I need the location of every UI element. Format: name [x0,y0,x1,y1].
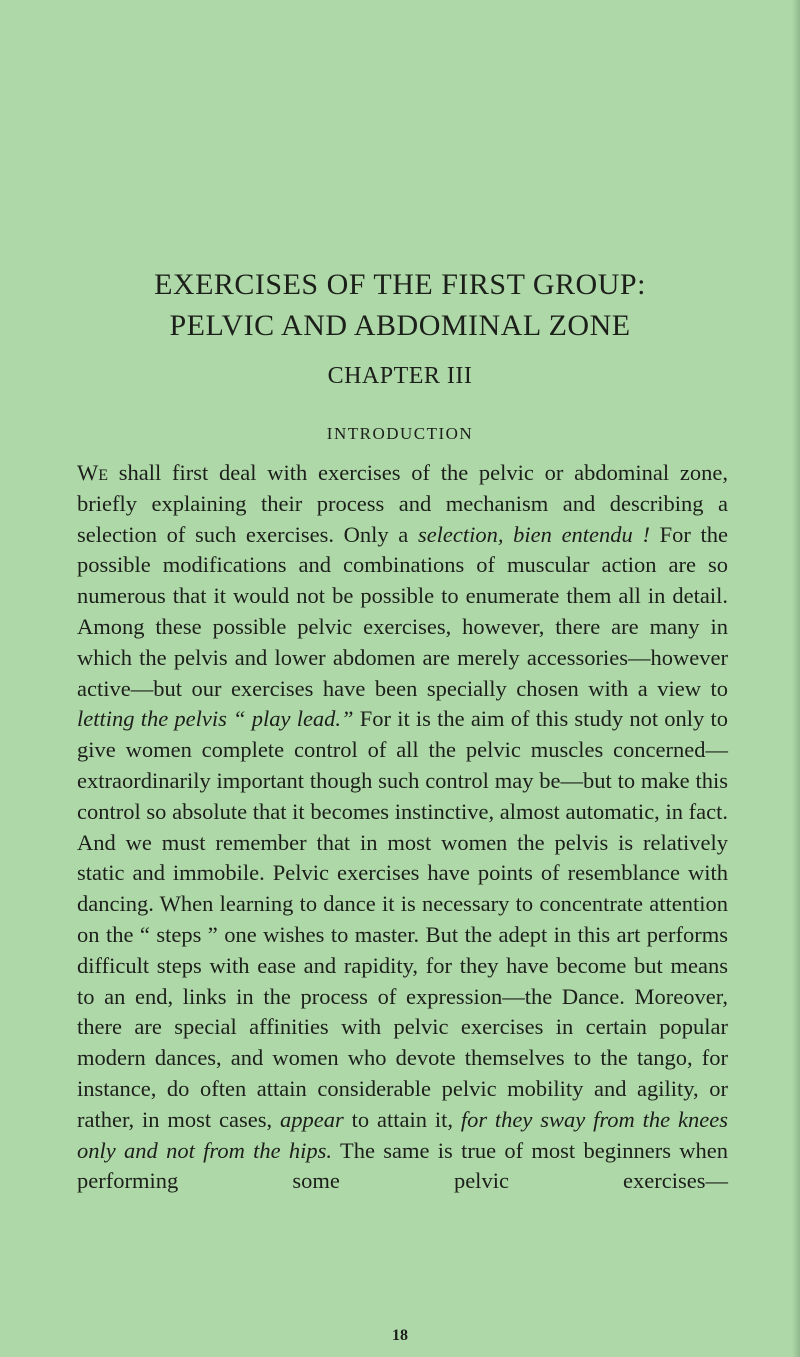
italic-run-1: selection, bien entendu ! [417,521,650,547]
italic-run-3: appear [280,1106,344,1132]
body-paragraph [77,458,728,1197]
opening-word: We [77,460,109,485]
page-edge-shadow [792,0,800,1357]
italic-run-4: for they sway from the knees only and not from the hips. [77,1106,728,1163]
text-run-4: to attain it, [343,1106,461,1132]
text-run-3: For it is the aim of this study not only to give women complete control of all the pelvic muscles concerned—extraordinarily important though such control may be—but to make this control so absolute that it becomes instinctive, almost automatic, in fact. And we must remember that in most women the pelvis is relatively static and immobile. Pelvic exercises have points of resemblance with dancing. When learning to dance it is necessary to concentrate attention on the “ steps ” one wishes to master. But the adept in this art performs difficult steps with ease and rapidity, for they have become but means to an end, links in the process of expression—the Dance. Moreover, there are special affinities with pelvic exercises in certain popular modern dances, and women who devote themselves to the tango, for instance, do often attain considerable pelvic mobility and agility, or rather, in most cases, [77,706,728,1132]
section-heading: INTRODUCTION [326,424,474,443]
group-heading-line-1: EXERCISES OF THE FIRST GROUP: [154,268,646,301]
text-run-1: shall first deal with exercises of the pelvic or abdominal zone, briefly explaining their process and mechanism and describing a selection of such exercises. Only a [77,460,728,547]
group-heading-line-2: PELVIC AND ABDOMINAL ZONE [169,309,631,342]
chapter-heading: CHAPTER III [327,363,473,389]
italic-run-2: letting the pelvis “ play lead.” [77,706,354,732]
text-run-2: For the possible modifications and combinations of muscular action are so numerous that it would not be possible to enumerate them all in detail. Among these possible pelvic exercises, however, there are many in which the pelvis and lower abdomen are merely accessories—however active—but our exercises have been specially chosen with a view to [77,521,728,701]
text-run-5: The same is true of most beginners when performing some pelvic exercises— [77,1137,728,1194]
page-number: 18 [392,1327,408,1344]
